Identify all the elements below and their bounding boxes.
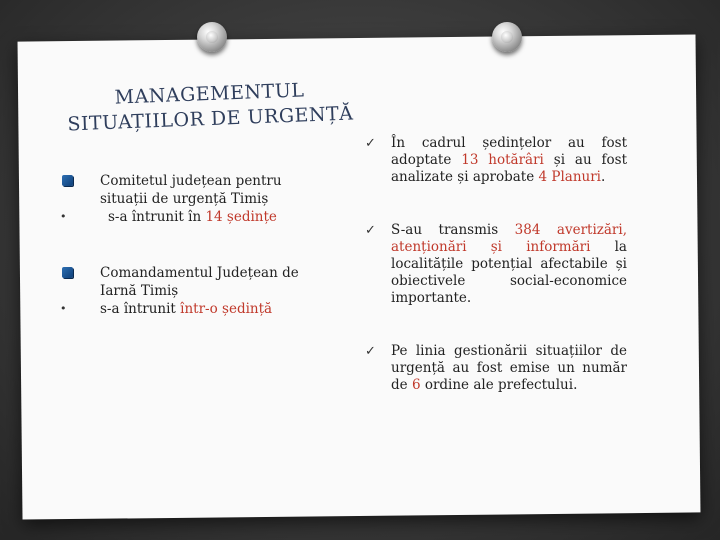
highlight-text: într-o ședință [180, 301, 273, 317]
pushpin-icon [492, 22, 522, 52]
highlight-text: 4 Planuri [538, 169, 601, 185]
bullet-dot-icon: • [60, 210, 67, 223]
item-text: și au fost analizate și aprobate [391, 152, 627, 185]
pushpin-icon [197, 22, 227, 52]
heading-line: Iarnă Timiș [100, 283, 179, 299]
blue-square-icon [62, 267, 73, 278]
item-text: S-au transmis [391, 222, 515, 238]
left-column [60, 172, 350, 318]
item-text: s-a întrunit în [108, 209, 206, 225]
highlight-text: 13 hotărâri [461, 152, 544, 168]
heading-line: situații de urgență Timiș [100, 191, 269, 207]
title-line-1: MANAGEMENTUL [114, 79, 305, 109]
checkmark-icon: ✓ [365, 344, 376, 359]
highlight-text: 14 ședințe [205, 209, 277, 225]
item-text: . [601, 169, 606, 185]
list-item [60, 208, 350, 226]
highlight-text: 384 avertizări, atenționări și informări [391, 222, 627, 255]
heading-line: Comandamentul Județean de [100, 265, 299, 281]
list-item [365, 343, 627, 394]
checkmark-icon: ✓ [365, 223, 376, 238]
list-item [60, 264, 350, 300]
item-text: În cadrul ședințelor au fost adoptate [391, 135, 627, 168]
bullet-dot-icon: • [60, 302, 67, 315]
title-line-2: SITUAȚIILOR DE URGENȚĂ [67, 102, 354, 136]
right-column [365, 135, 627, 394]
item-text: ordine ale prefectului. [420, 377, 578, 393]
item-text: la localitățile potențial afectabile și obiectivele social-economice importante. [391, 239, 627, 306]
item-text: Pe linia gestionării situațiilor de urgență au fost emise un număr de [391, 343, 627, 393]
list-item [60, 300, 350, 318]
list-item [60, 172, 350, 208]
heading-line: Comitetul județean pentru [100, 173, 282, 189]
list-item [365, 222, 627, 307]
blue-square-icon [62, 175, 73, 186]
highlight-text: 6 [411, 377, 421, 393]
checkmark-icon: ✓ [365, 136, 376, 151]
item-text: s-a întrunit [100, 301, 181, 317]
list-item [365, 135, 627, 186]
